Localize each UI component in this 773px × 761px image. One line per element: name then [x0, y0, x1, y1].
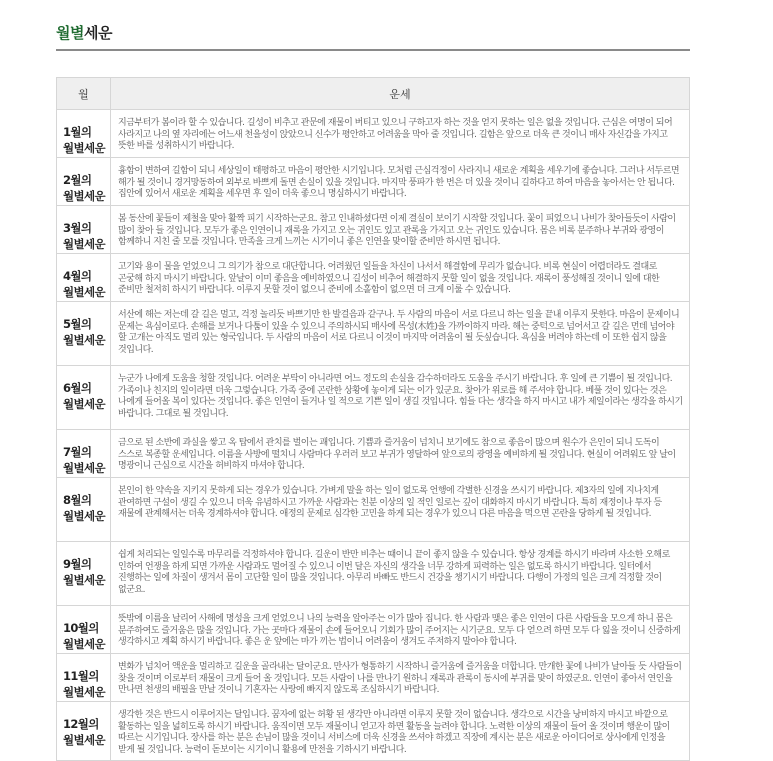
section-header [56, 22, 690, 51]
column-header-month: 월 [57, 78, 111, 110]
table-row [57, 110, 690, 158]
table-row [57, 542, 690, 606]
page-title-accent: 월별 [56, 24, 84, 42]
fortune-cell: 변화가 넘치어 액운을 멀리하고 길운을 골라내는 달이군요. 만사가 형통하기 시작하니 즐거움에 즐거움을 더합니다. 만개한 꽃에 나비가 날아들 듯 사람들이 찾을 것이며 이로부터 재물이 크게 들어 올 것입니다. 모든 사람이 나를 만나기 원하니 재록과 관록이 동시에 부귀를 맞이 하였군요. 인연이 좋아서 연인을 만나면 천생의 배필을 만날 것이니 기혼자는 사랑에 빠지지 않도록 조심하시기 바랍니다. [111, 654, 690, 702]
fortune-cell: 고기와 용이 물을 얻었으니 그 의기가 참으로 대단합니다. 어려웠던 일들을 차신이 나서서 해결함에 무리가 없습니다. 비록 현실이 어렵더라도 결대로 곤궁해 하지 마시기 바랍니다. 앞날이 이미 좋음을 예비하였으니 길성이 비추어 해결하지 못할 일이 없을 것입니다. 재록이 풍성해질 것이니 일에 대한 준비만 철저히 하시기 바랍니다. 이루지 못할 것이 없으니 준비에 소홀함이 없으면 더 크게 이룰 수 있습니다. [111, 254, 690, 302]
table-row [57, 158, 690, 206]
month-cell: 8월의 월별세운 [57, 478, 111, 542]
month-cell: 7월의 월별세운 [57, 430, 111, 478]
table-row [57, 606, 690, 654]
page-title-rest: 세운 [83, 24, 112, 42]
table-row [57, 206, 690, 254]
monthly-fortune-table [56, 77, 690, 761]
table-row [57, 702, 690, 761]
table-row [57, 654, 690, 702]
table-row [57, 254, 690, 302]
fortune-cell: 쉽게 처리되는 일일수록 마무리를 걱정하셔야 합니다. 길운이 반만 비추는 때이니 끝이 좋지 않을 수 있습니다. 항상 경계를 하시기 바라며 사소한 오해로 인하여 언쟁을 하게 되면 가까운 사람과도 멀어질 수 있으니 이번 달은 자신의 생각을 너무 강하게 피력하는 일은 없도록 하시기 바랍니다. 일터에서 진행하는 일에 차질이 생겨서 몸이 고단할 일이 많을 것입니다. 아무리 바빠도 반드시 건강을 챙기시기 바랍니다. 다행이 가정의 일은 크게 걱정할 것이 없군요. [111, 542, 690, 606]
fortune-cell: 금으로 된 소반에 과실을 쌓고 옥 탑에서 관치를 벌이는 괘입니다. 기쁨과 즐거움이 넘치니 보기에도 참으로 좋음이 많으며 원수가 은인이 되니 도독이 스스로 복종할 운세입니다. 이름을 사방에 떨치니 사람마다 우러러 보고 부귀가 영달하여 앞으로의 광영을 예비하게 될 것입니다. 현실이 어려워도 앞 날이 명광이니 근심으로 시간을 허비하지 마셔야 합니다. [111, 430, 690, 478]
column-header-fortune: 운세 [111, 78, 690, 110]
fortune-cell: 봄 동산에 꽃들이 제철을 맞아 활짝 피기 시작하는군요. 참고 인내하셨다면 이제 결실이 보이기 시작할 것입니다. 꽃이 피었으니 나비가 찾아들듯이 사람이 많이 찾아 들 것입니다. 모두가 좋은 인연이니 재록을 가지고 오는 귀인도 있고 관록을 가지고 오는 귀인도 있습니다. 몸은 비록 분주하나 부귀와 광영이 함께하니 지친 줄 모를 것입니다. 만족을 크게 느끼는 시기이니 좋은 인연을 맞이할 준비만 하시면 됩니다. [111, 206, 690, 254]
page-title [56, 22, 690, 49]
fortune-cell: 생각한 것은 반드시 이루어지는 달입니다. 꿈자에 없는 허황 된 생각만 아니라면 이루지 못할 것이 없습니다. 생각으로 시간을 낭비하지 마시고 바깥으로 활동하는 일을 넓히도록 하시기 바랍니다. 움직이면 모두 재물이니 얻고자 하면 활동을 늘려야 합니다. 노력한 이상의 재물이 들어 올 것이며 행운이 많이 따르는 시기입니다. 장사를 하는 분은 손님이 많을 것이니 서비스에 더욱 신경을 쓰셔야 하겠고 직장에 계시는 분은 새로운 아이디어로 상사에게 인정을 받게 될 것입니다. 능력이 돋보이는 시기이니 활용에 만전을 기하시기 바랍니다. [111, 702, 690, 761]
fortune-cell: 흉함이 변하여 길함이 되니 세상일이 태평하고 마음이 평안한 시기입니다. 모처럼 근심걱정이 사라지니 새로운 계획을 세우기에 좋습니다. 그러나 서두르면 해가 될 것이니 경거망동하여 외부로 바쁘게 돌면 손실이 있을 것입니다. 마지막 풍파가 한 번은 더 있을 것이니 길하다고 하여 마음을 놓아서는 안 됩니다. 집안에 있어서 새로운 계획을 세우면 후 일이 더욱 좋으니 명심하시기 바랍니다. [111, 158, 690, 206]
table-row [57, 478, 690, 542]
month-cell: 6월의 월별세운 [57, 366, 111, 430]
fortune-cell: 서산에 해는 저는데 갈 길은 멀고, 걱정 놀리듯 바쁘기만 한 발걸음과 같구나. 두 사람의 마음이 서로 다르니 하는 일을 끝내 이루지 못한다. 마음이 문제이니 문제는 욕심이로다. 손해를 보거나 다툼이 있을 수 있으니 주의하시되 매사에 목성(木姓)을 가까이하지 마라. 해는 중턱으로 넘어서고 갈 길은 먼데 넘어야 할 고개는 아직도 멀리 있는 형국입니다. 두 사람의 마음이 서로 다르니 이것이 마지막 어려움이 될 듯싶습니다. 욕심을 버려야 하는데 이 또한 쉽지 않을 것입니다. [111, 302, 690, 366]
month-cell: 12월의 월별세운 [57, 702, 111, 761]
month-cell: 2월의 월별세운 [57, 158, 111, 206]
fortune-cell: 지금부터가 봄이라 할 수 있습니다. 길성이 비추고 관문에 재물이 버티고 있으니 구하고자 하는 것을 얻지 못하는 일은 없을 것입니다. 근심은 여명이 되어 사라지고 나의 옆 자리에는 어느새 천을성이 앉았으니 신수가 평안하고 어려움을 막아 줄 것입니다. 길함은 앞으로 더욱 큰 것이니 매사 자신감을 가지고 뜻한 바를 성취하시기 바랍니다. [111, 110, 690, 158]
fortune-cell: 본인이 한 약속을 지키지 못하게 되는 경우가 있습니다. 가벼게 말을 하는 일이 없도록 언행에 각별한 신경을 쓰시기 바랍니다. 제3자의 일에 지나치게 관여하면 구설이 생길 수 있으니 더욱 유념하시고 가까운 사람과는 친분 이상의 일 적인 일로는 깊이 대화하지 마시기 바랍니다. 특히 재정이나 투자 등 재물에 관계해서는 더욱 경계하셔야 합니다. 애정의 문제로 심각한 고민을 하게 되는 경우가 있으니 다른 마음을 먹으면 곤란을 당하게 될 것입니다. [111, 478, 690, 542]
month-cell: 9월의 월별세운 [57, 542, 111, 606]
table-row [57, 366, 690, 430]
month-cell: 11월의 월별세운 [57, 654, 111, 702]
table-row [57, 430, 690, 478]
title-divider [56, 49, 690, 51]
month-cell: 3월의 월별세운 [57, 206, 111, 254]
month-cell: 5월의 월별세운 [57, 302, 111, 366]
month-cell: 4월의 월별세운 [57, 254, 111, 302]
fortune-cell: 뜻밖에 이름을 날리어 사해에 명성을 크게 얻었으니 나의 능력을 알아주는 이가 많아 집니다. 한 사람과 맺은 좋은 인연이 다른 사람들을 모으게 하니 몸은 분주하여도 즐거움은 많을 것입니다. 가는 곳마다 재물이 손에 들어오니 기회가 많이 주어지는 시기군요. 모두 다 얻으려 하면 모두 다 잃을 것이니 신중하게 생각하시고 계획 하시기 바랍니다. 좋은 운 앞에는 마가 끼는 법이니 어려움이 생겨도 주저하지 말아야 합니다. [111, 606, 690, 654]
table-header-row [57, 78, 690, 110]
fortune-cell: 누군가 나에게 도움을 청할 것입니다. 어려운 부탁이 아니라면 어느 정도의 손실을 감수하더라도 도움을 주시기 바랍니다. 후 일에 큰 기쁨이 될 것입니다. 가족이나 친지의 일이라면 더욱 그렇습니다. 가족 중에 곤란한 상황에 놓이게 되는 이가 있군요. 찾아가 위로를 해 주셔야 합니다. 베풀 것이 있다는 것은 나에게 들어올 복이 있다는 것입니다. 좋은 인연이 들거나 일 적으로 기쁜 일이 생길 것입니다. 힘들 다는 생각을 하지 마시고 내가 제일이라는 생각을 하시기 바랍니다. 그대로 될 것입니다. [111, 366, 690, 430]
month-cell: 10월의 월별세운 [57, 606, 111, 654]
table-row [57, 302, 690, 366]
month-cell: 1월의 월별세운 [57, 110, 111, 158]
